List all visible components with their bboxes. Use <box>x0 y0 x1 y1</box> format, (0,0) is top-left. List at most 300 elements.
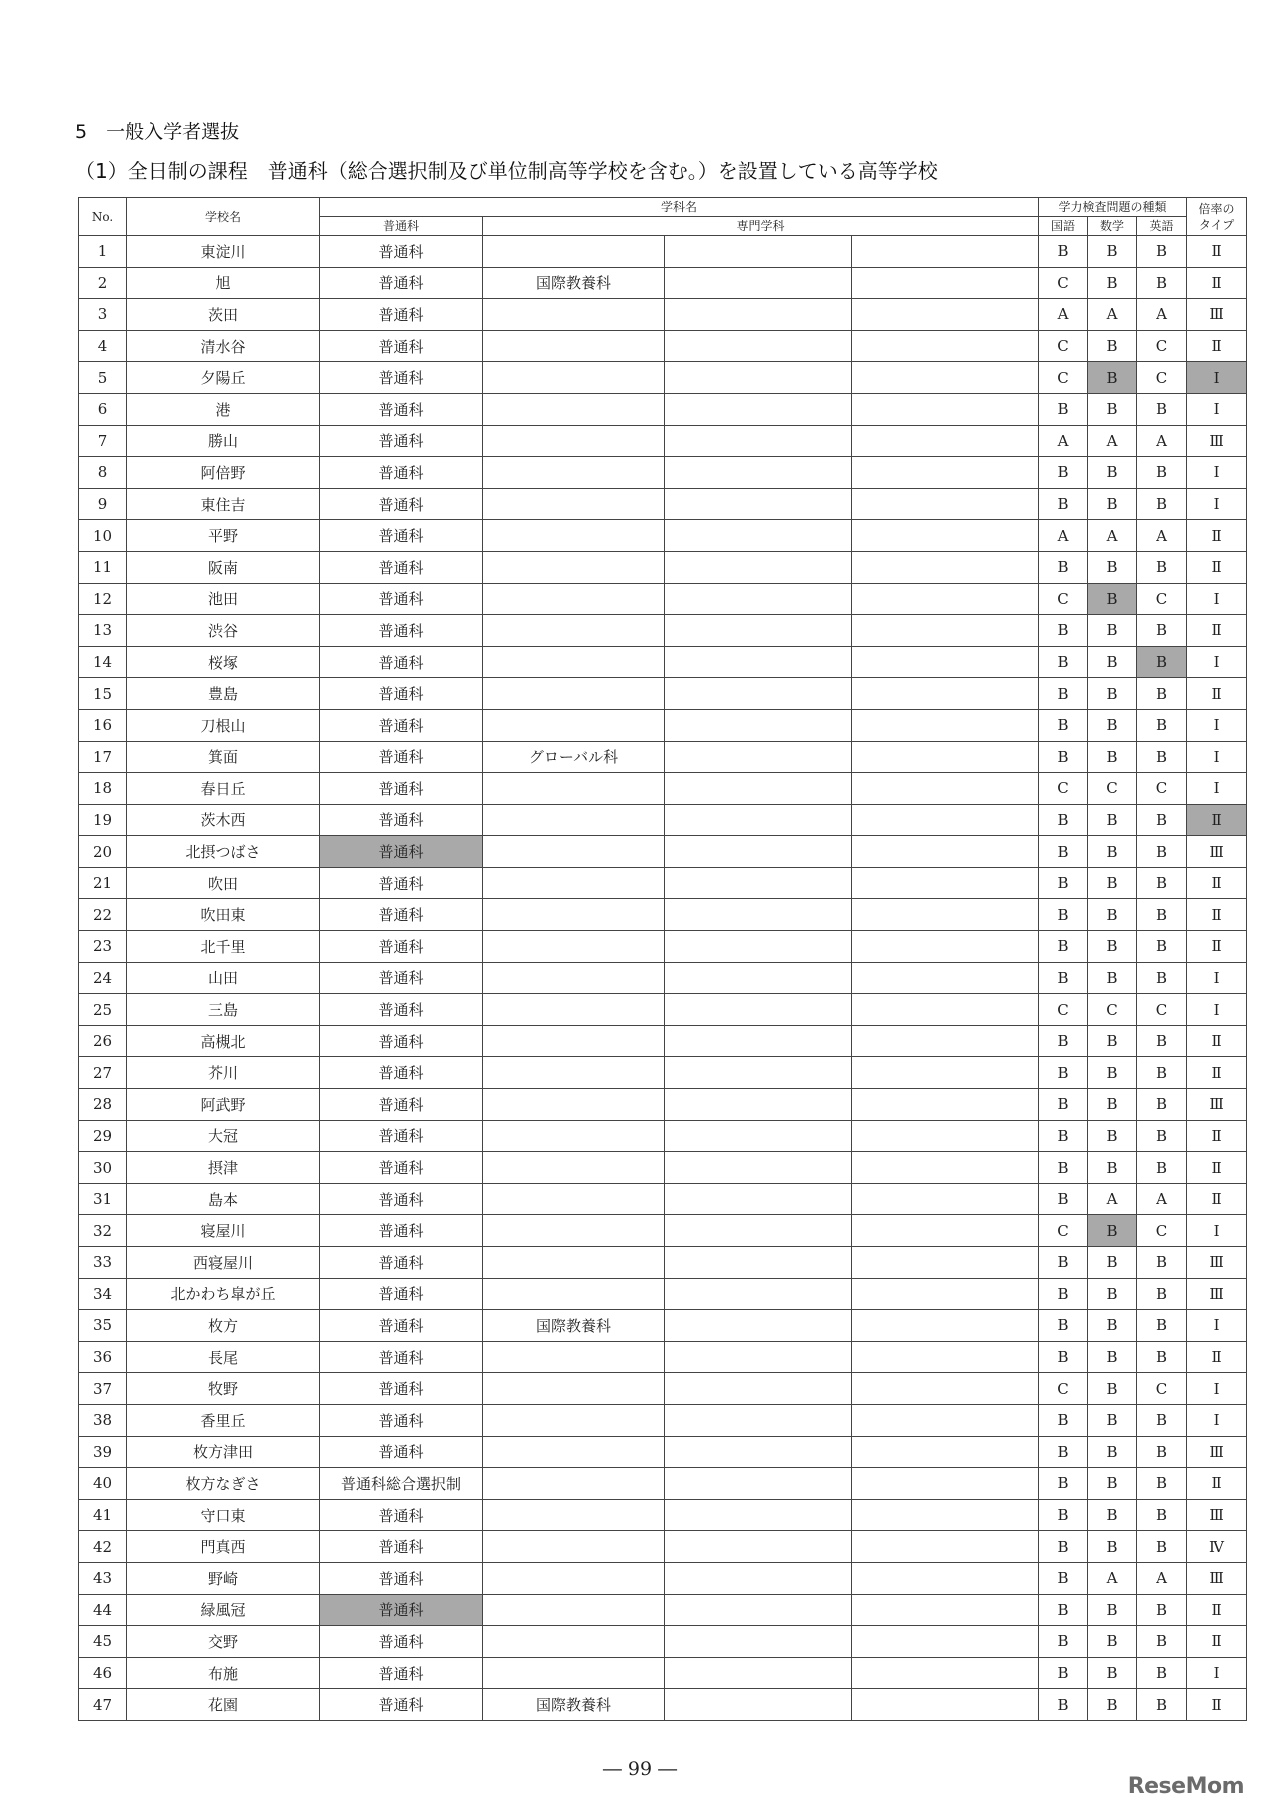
table-row <box>79 867 1247 899</box>
table-row <box>79 1120 1247 1152</box>
table-row <box>79 1404 1247 1436</box>
specialized-1 <box>483 1594 665 1626</box>
math-type: B <box>1088 1310 1137 1342</box>
specialized-2 <box>665 520 852 552</box>
math-type: B <box>1088 1626 1137 1658</box>
english-type: B <box>1137 1278 1187 1310</box>
row-no: 42 <box>79 1531 127 1563</box>
specialized-1 <box>483 393 665 425</box>
ratio-type: Ⅰ <box>1187 393 1247 425</box>
general-course: 普通科 <box>320 362 483 394</box>
specialized-3 <box>852 646 1039 678</box>
japanese-type: B <box>1039 741 1088 773</box>
japanese-type: C <box>1039 583 1088 615</box>
specialized-2 <box>665 362 852 394</box>
school-name: 池田 <box>127 583 320 615</box>
general-course: 普通科 <box>320 773 483 805</box>
specialized-2 <box>665 1626 852 1658</box>
specialized-2 <box>665 836 852 868</box>
table-row <box>79 1089 1247 1121</box>
japanese-type: B <box>1039 1057 1088 1089</box>
school-name: 清水谷 <box>127 330 320 362</box>
specialized-1 <box>483 1120 665 1152</box>
specialized-1 <box>483 1215 665 1247</box>
row-no: 26 <box>79 1025 127 1057</box>
row-no: 7 <box>79 425 127 457</box>
ratio-type: Ⅰ <box>1187 646 1247 678</box>
japanese-type: A <box>1039 520 1088 552</box>
header-specialized: 専門学科 <box>483 217 1039 236</box>
specialized-2 <box>665 1120 852 1152</box>
ratio-type: Ⅰ <box>1187 1310 1247 1342</box>
general-course: 普通科 <box>320 1404 483 1436</box>
math-type: B <box>1088 583 1137 615</box>
specialized-2 <box>665 299 852 331</box>
english-type: B <box>1137 267 1187 299</box>
specialized-2 <box>665 330 852 362</box>
general-course: 普通科 <box>320 962 483 994</box>
table-row <box>79 1436 1247 1468</box>
english-type: B <box>1137 867 1187 899</box>
specialized-1 <box>483 362 665 394</box>
specialized-2 <box>665 804 852 836</box>
school-name: 野崎 <box>127 1562 320 1594</box>
specialized-1 <box>483 488 665 520</box>
general-course: 普通科 <box>320 1120 483 1152</box>
general-course: 普通科 <box>320 1499 483 1531</box>
specialized-1 <box>483 299 665 331</box>
specialized-1 <box>483 1468 665 1500</box>
japanese-type: B <box>1039 1689 1088 1721</box>
japanese-type: C <box>1039 1215 1088 1247</box>
general-course: 普通科 <box>320 1057 483 1089</box>
japanese-type: B <box>1039 1404 1088 1436</box>
english-type: B <box>1137 709 1187 741</box>
header-general: 普通科 <box>320 217 483 236</box>
specialized-1 <box>483 709 665 741</box>
specialized-2 <box>665 1089 852 1121</box>
math-type: B <box>1088 1594 1137 1626</box>
table-row <box>79 1373 1247 1405</box>
school-name: 門真西 <box>127 1531 320 1563</box>
math-type: B <box>1088 741 1137 773</box>
school-name: 長尾 <box>127 1341 320 1373</box>
math-type: B <box>1088 1215 1137 1247</box>
math-type: B <box>1088 615 1137 647</box>
general-course: 普通科 <box>320 1689 483 1721</box>
math-type: C <box>1088 773 1137 805</box>
math-type: B <box>1088 1689 1137 1721</box>
general-course: 普通科 <box>320 267 483 299</box>
specialized-1 <box>483 1626 665 1658</box>
specialized-3 <box>852 678 1039 710</box>
math-type: B <box>1088 962 1137 994</box>
school-name: 香里丘 <box>127 1404 320 1436</box>
school-name: 摂津 <box>127 1152 320 1184</box>
english-type: B <box>1137 804 1187 836</box>
specialized-3 <box>852 457 1039 489</box>
specialized-2 <box>665 962 852 994</box>
school-name: 夕陽丘 <box>127 362 320 394</box>
english-type: B <box>1137 1310 1187 1342</box>
specialized-3 <box>852 1278 1039 1310</box>
school-name: 吹田 <box>127 867 320 899</box>
school-name: 渋谷 <box>127 615 320 647</box>
specialized-1 <box>483 931 665 963</box>
specialized-1 <box>483 1373 665 1405</box>
math-type: B <box>1088 931 1137 963</box>
english-type: B <box>1137 393 1187 425</box>
row-no: 14 <box>79 646 127 678</box>
table-row <box>79 1278 1247 1310</box>
english-type: B <box>1137 1089 1187 1121</box>
subsection-title: （1）全日制の課程 普通科（総合選択制及び単位制高等学校を含む。）を設置している高等学校 <box>75 159 938 183</box>
math-type: B <box>1088 1025 1137 1057</box>
school-name: 牧野 <box>127 1373 320 1405</box>
specialized-1 <box>483 1247 665 1279</box>
specialized-3 <box>852 583 1039 615</box>
general-course: 普通科 <box>320 899 483 931</box>
row-no: 23 <box>79 931 127 963</box>
ratio-type: Ⅰ <box>1187 362 1247 394</box>
resemom-logo: ReseMom <box>1127 1774 1244 1799</box>
math-type: B <box>1088 1341 1137 1373</box>
japanese-type: B <box>1039 551 1088 583</box>
header-math: 数学 <box>1088 217 1137 236</box>
general-course: 普通科 <box>320 299 483 331</box>
school-name: 高槻北 <box>127 1025 320 1057</box>
math-type: B <box>1088 393 1137 425</box>
math-type: B <box>1088 1373 1137 1405</box>
japanese-type: B <box>1039 1499 1088 1531</box>
specialized-2 <box>665 1025 852 1057</box>
japanese-type: B <box>1039 615 1088 647</box>
table-row <box>79 1562 1247 1594</box>
table-row <box>79 1468 1247 1500</box>
english-type: B <box>1137 551 1187 583</box>
row-no: 37 <box>79 1373 127 1405</box>
specialized-1 <box>483 583 665 615</box>
table-row <box>79 804 1247 836</box>
specialized-3 <box>852 899 1039 931</box>
specialized-3 <box>852 1404 1039 1436</box>
school-name: 東淀川 <box>127 236 320 268</box>
specialized-3 <box>852 962 1039 994</box>
specialized-1 <box>483 773 665 805</box>
specialized-3 <box>852 1310 1039 1342</box>
specialized-1 <box>483 994 665 1026</box>
row-no: 35 <box>79 1310 127 1342</box>
specialized-3 <box>852 1499 1039 1531</box>
japanese-type: B <box>1039 804 1088 836</box>
english-type: B <box>1137 1436 1187 1468</box>
japanese-type: B <box>1039 1626 1088 1658</box>
row-no: 47 <box>79 1689 127 1721</box>
header-school: 学校名 <box>127 198 320 236</box>
general-course: 普通科 <box>320 393 483 425</box>
specialized-2 <box>665 994 852 1026</box>
row-no: 27 <box>79 1057 127 1089</box>
math-type: B <box>1088 1120 1137 1152</box>
math-type: B <box>1088 709 1137 741</box>
general-course: 普通科 <box>320 1373 483 1405</box>
specialized-1 <box>483 962 665 994</box>
table-row <box>79 457 1247 489</box>
row-no: 41 <box>79 1499 127 1531</box>
japanese-type: B <box>1039 1468 1088 1500</box>
japanese-type: A <box>1039 299 1088 331</box>
table-row <box>79 362 1247 394</box>
general-course: 普通科 <box>320 1215 483 1247</box>
general-course: 普通科 <box>320 520 483 552</box>
math-type: A <box>1088 425 1137 457</box>
general-course: 普通科 <box>320 551 483 583</box>
general-course: 普通科 <box>320 867 483 899</box>
japanese-type: B <box>1039 1657 1088 1689</box>
table-row <box>79 1183 1247 1215</box>
math-type: B <box>1088 1089 1137 1121</box>
math-type: B <box>1088 236 1137 268</box>
math-type: B <box>1088 551 1137 583</box>
row-no: 31 <box>79 1183 127 1215</box>
table-row <box>79 299 1247 331</box>
english-type: B <box>1137 1247 1187 1279</box>
ratio-type: Ⅳ <box>1187 1531 1247 1563</box>
specialized-1 <box>483 520 665 552</box>
general-course: 普通科 <box>320 836 483 868</box>
table-row <box>79 583 1247 615</box>
specialized-2 <box>665 393 852 425</box>
specialized-1 <box>483 836 665 868</box>
ratio-type: Ⅰ <box>1187 1404 1247 1436</box>
english-type: B <box>1137 1531 1187 1563</box>
general-course: 普通科 <box>320 1278 483 1310</box>
general-course: 普通科 <box>320 1341 483 1373</box>
school-name: 阿武野 <box>127 1089 320 1121</box>
english-type: B <box>1137 1499 1187 1531</box>
ratio-type: Ⅲ <box>1187 299 1247 331</box>
row-no: 22 <box>79 899 127 931</box>
japanese-type: B <box>1039 646 1088 678</box>
row-no: 17 <box>79 741 127 773</box>
general-course: 普通科 <box>320 804 483 836</box>
specialized-3 <box>852 773 1039 805</box>
ratio-type: Ⅱ <box>1187 1152 1247 1184</box>
japanese-type: B <box>1039 488 1088 520</box>
japanese-type: B <box>1039 1436 1088 1468</box>
general-course: 普通科 <box>320 1152 483 1184</box>
specialized-1 <box>483 236 665 268</box>
school-name: 刀根山 <box>127 709 320 741</box>
row-no: 12 <box>79 583 127 615</box>
general-course: 普通科 <box>320 1183 483 1215</box>
english-type: B <box>1137 1025 1187 1057</box>
general-course: 普通科 <box>320 330 483 362</box>
specialized-2 <box>665 931 852 963</box>
school-name: 布施 <box>127 1657 320 1689</box>
english-type: B <box>1137 1341 1187 1373</box>
general-course: 普通科 <box>320 583 483 615</box>
japanese-type: B <box>1039 1183 1088 1215</box>
table-row <box>79 1057 1247 1089</box>
japanese-type: B <box>1039 1341 1088 1373</box>
english-type: B <box>1137 931 1187 963</box>
header-dept-group: 学科名 <box>320 198 1039 217</box>
math-type: B <box>1088 1404 1137 1436</box>
general-course: 普通科 <box>320 1310 483 1342</box>
ratio-type: Ⅱ <box>1187 1468 1247 1500</box>
english-type: B <box>1137 457 1187 489</box>
table-row <box>79 1657 1247 1689</box>
specialized-3 <box>852 1057 1039 1089</box>
specialized-2 <box>665 709 852 741</box>
math-type: B <box>1088 804 1137 836</box>
specialized-3 <box>852 836 1039 868</box>
specialized-2 <box>665 583 852 615</box>
ratio-type: Ⅰ <box>1187 457 1247 489</box>
row-no: 11 <box>79 551 127 583</box>
ratio-type: Ⅰ <box>1187 773 1247 805</box>
general-course: 普通科 <box>320 1247 483 1279</box>
specialized-3 <box>852 267 1039 299</box>
table-row <box>79 962 1247 994</box>
specialized-3 <box>852 551 1039 583</box>
table-row <box>79 615 1247 647</box>
specialized-2 <box>665 488 852 520</box>
ratio-type: Ⅰ <box>1187 1657 1247 1689</box>
table-row <box>79 678 1247 710</box>
school-name: 島本 <box>127 1183 320 1215</box>
specialized-3 <box>852 488 1039 520</box>
table-row <box>79 1341 1247 1373</box>
specialized-3 <box>852 931 1039 963</box>
specialized-3 <box>852 1152 1039 1184</box>
specialized-2 <box>665 1341 852 1373</box>
japanese-type: B <box>1039 393 1088 425</box>
specialized-2 <box>665 867 852 899</box>
japanese-type: B <box>1039 1152 1088 1184</box>
school-name: 寝屋川 <box>127 1215 320 1247</box>
school-name: 緑風冠 <box>127 1594 320 1626</box>
ratio-type: Ⅲ <box>1187 425 1247 457</box>
english-type: B <box>1137 1594 1187 1626</box>
general-course: 普通科 <box>320 741 483 773</box>
japanese-type: C <box>1039 362 1088 394</box>
japanese-type: C <box>1039 330 1088 362</box>
table-row <box>79 425 1247 457</box>
row-no: 25 <box>79 994 127 1026</box>
specialized-2 <box>665 741 852 773</box>
english-type: B <box>1137 836 1187 868</box>
specialized-1 <box>483 1278 665 1310</box>
specialized-2 <box>665 1689 852 1721</box>
japanese-type: C <box>1039 1373 1088 1405</box>
japanese-type: C <box>1039 994 1088 1026</box>
table-row <box>79 994 1247 1026</box>
specialized-3 <box>852 709 1039 741</box>
ratio-type: Ⅱ <box>1187 1057 1247 1089</box>
specialized-1 <box>483 425 665 457</box>
specialized-2 <box>665 1152 852 1184</box>
japanese-type: B <box>1039 1025 1088 1057</box>
page-number: ― 99 ― <box>602 1758 678 1780</box>
specialized-1 <box>483 1404 665 1436</box>
table-row <box>79 1531 1247 1563</box>
school-name: 枚方 <box>127 1310 320 1342</box>
row-no: 36 <box>79 1341 127 1373</box>
japanese-type: B <box>1039 678 1088 710</box>
general-course: 普通科 <box>320 931 483 963</box>
school-name: 桜塚 <box>127 646 320 678</box>
school-name: 北摂つばさ <box>127 836 320 868</box>
specialized-3 <box>852 1183 1039 1215</box>
specialized-2 <box>665 1468 852 1500</box>
specialized-1 <box>483 1562 665 1594</box>
ratio-type: Ⅰ <box>1187 488 1247 520</box>
math-type: A <box>1088 299 1137 331</box>
row-no: 20 <box>79 836 127 868</box>
japanese-type: B <box>1039 867 1088 899</box>
specialized-3 <box>852 1341 1039 1373</box>
specialized-1 <box>483 678 665 710</box>
ratio-type: Ⅲ <box>1187 836 1247 868</box>
row-no: 3 <box>79 299 127 331</box>
header-no: No. <box>79 198 127 236</box>
specialized-3 <box>852 1594 1039 1626</box>
school-name: 三島 <box>127 994 320 1026</box>
general-course: 普通科 <box>320 1626 483 1658</box>
japanese-type: B <box>1039 836 1088 868</box>
english-type: C <box>1137 994 1187 1026</box>
math-type: B <box>1088 488 1137 520</box>
specialized-3 <box>852 1468 1039 1500</box>
specialized-3 <box>852 1215 1039 1247</box>
specialized-3 <box>852 1120 1039 1152</box>
specialized-2 <box>665 899 852 931</box>
general-course: 普通科 <box>320 646 483 678</box>
japanese-type: B <box>1039 899 1088 931</box>
specialized-2 <box>665 1531 852 1563</box>
specialized-2 <box>665 773 852 805</box>
specialized-3 <box>852 994 1039 1026</box>
japanese-type: C <box>1039 267 1088 299</box>
specialized-1 <box>483 457 665 489</box>
general-course: 普通科 <box>320 994 483 1026</box>
english-type: C <box>1137 773 1187 805</box>
specialized-3 <box>852 1373 1039 1405</box>
specialized-2 <box>665 457 852 489</box>
school-name: 山田 <box>127 962 320 994</box>
specialized-2 <box>665 551 852 583</box>
school-name: 吹田東 <box>127 899 320 931</box>
math-type: B <box>1088 899 1137 931</box>
english-type: C <box>1137 330 1187 362</box>
math-type: B <box>1088 867 1137 899</box>
row-no: 39 <box>79 1436 127 1468</box>
ratio-type: Ⅱ <box>1187 1689 1247 1721</box>
specialized-2 <box>665 1183 852 1215</box>
math-type: B <box>1088 1057 1137 1089</box>
school-name: 旭 <box>127 267 320 299</box>
specialized-2 <box>665 1247 852 1279</box>
table-row <box>79 1310 1247 1342</box>
specialized-1 <box>483 551 665 583</box>
specialized-2 <box>665 1594 852 1626</box>
general-course: 普通科 <box>320 425 483 457</box>
general-course: 普通科 <box>320 1657 483 1689</box>
ratio-type: Ⅱ <box>1187 551 1247 583</box>
row-no: 10 <box>79 520 127 552</box>
